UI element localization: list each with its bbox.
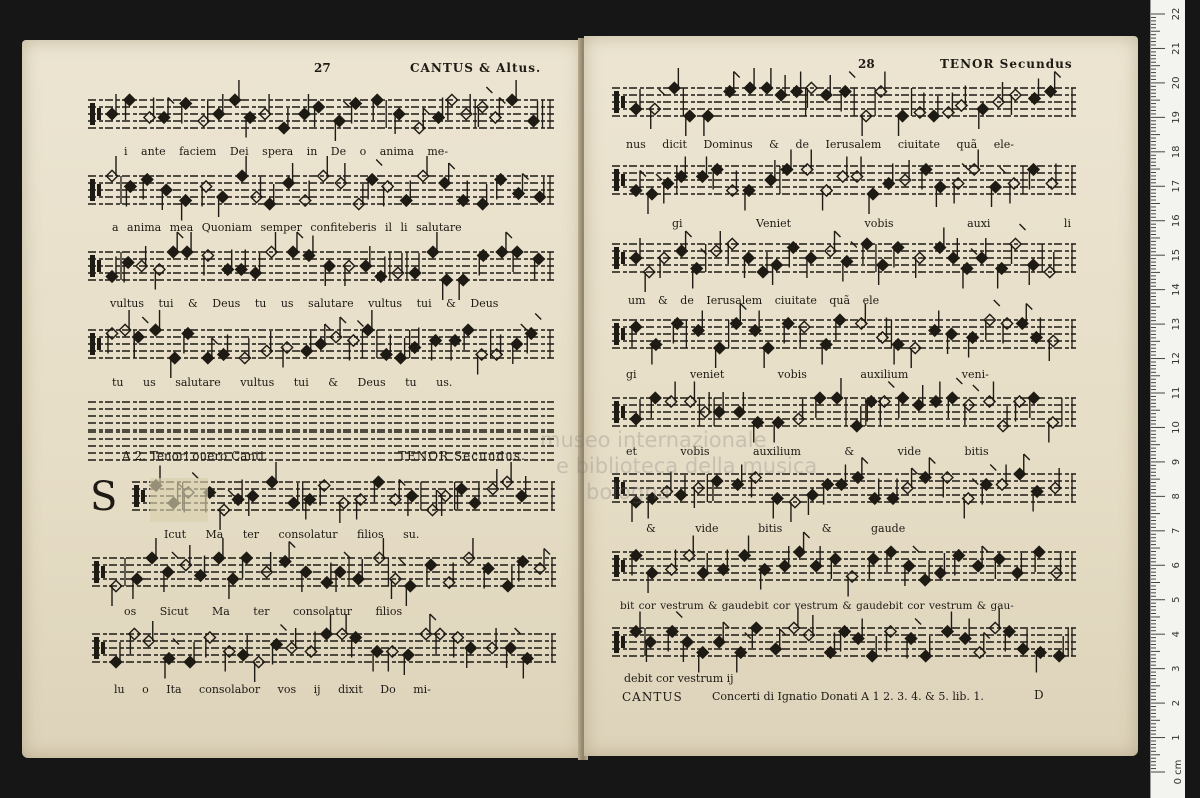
clef-symbol [101,642,105,654]
note-flag [1026,304,1032,310]
clef-symbol [94,561,99,583]
lyric-line: lu o Ita consolabor vos ij dixit Do mi- [114,683,431,696]
clef-symbol [134,485,139,507]
note-flag [862,458,868,464]
section-title: A 2. Tenori ouero Canti. [122,449,268,463]
paper-patch [150,478,208,522]
footer-voice: CANTUS [622,690,683,704]
clef-symbol [621,174,625,186]
lyric-line: & vide bitis & gaude [646,522,906,535]
lyric-line: tu us salutare vultus tui & Deus tu us. [112,376,453,389]
note-flag [990,465,996,471]
clef-symbol [90,179,95,201]
note-flag [915,619,921,625]
lyric-line: bit cor vestrum & gaudebit cor vestrum & gaudebit cor vestrum & gau- [620,600,1014,612]
left-page-header: CANTUS & Altus. [410,61,542,75]
note-flag [544,549,550,555]
note-flag [172,552,178,558]
clef-symbol [621,406,625,418]
clef-symbol [614,91,619,113]
signature-mark: D [1034,688,1044,702]
note-flag [376,160,382,166]
section-voice: TENOR Secundus. [398,449,526,463]
ruler-label: 13 [1171,317,1182,331]
clef-symbol [614,323,619,345]
ruler-label: 18 [1171,145,1182,159]
note-flag [344,552,350,558]
note-flag [289,542,295,548]
note-flag [343,101,349,107]
clef-symbol [621,96,625,108]
ruler-label: 15 [1171,248,1182,262]
right-page-header: TENOR Secundus [940,57,1073,71]
note-flag [228,490,234,496]
ruler-label: 7 [1171,527,1182,535]
ruler-label: 11 [1171,386,1182,400]
watermark-line: e biblioteca della musica [556,454,818,478]
note-flag [1055,72,1061,78]
clef-symbol [614,247,619,269]
ruler-label: 14 [1171,283,1182,297]
clef-symbol [614,169,619,191]
clef-symbol [90,103,95,125]
note-flag [780,629,786,635]
lyric-line: gi Veniet vobis auxi li [672,217,1071,230]
note-flag [982,546,988,552]
clef-symbol [97,338,101,350]
ruler-label: 9 [1171,458,1182,466]
note-flag [912,468,918,474]
note-flag [486,87,492,93]
note-flag [142,317,148,323]
note-flag [423,108,429,114]
left-page-number: 27 [314,61,331,75]
ruler-label: 21 [1171,42,1182,55]
note-flag [888,382,894,388]
lyric-line: nus dicit Dominus & de Ierusalem ciuitate quã ele- [626,138,1014,151]
note-flag [973,385,979,391]
clef-symbol [614,401,619,423]
lyric-line: et vobis auxilium & vide bitis [626,445,989,458]
ruler-label: 6 [1171,562,1182,569]
ruler-label: 1 [1171,734,1182,741]
note-flag [521,324,527,330]
clef-symbol [621,252,625,264]
clef-symbol [621,328,625,340]
clef-symbol [94,637,99,659]
lyric-line: i ante faciem Dei spera in De o anima me- [124,145,449,158]
ruler-label: 2 [1171,699,1182,707]
note-flag [994,300,1000,306]
decorated-initial: S [90,474,118,520]
note-flag [515,628,521,634]
ruler-label: 4 [1171,630,1182,638]
ruler-label: 17 [1171,179,1182,193]
clef-symbol [97,260,101,272]
lyric-line: gi veniet vobis auxilium veni- [626,368,989,381]
note-flag [723,622,729,628]
lyric-line: debit cor vestrum ij [624,672,734,685]
note-flag [929,458,935,464]
ruler-label: 10 [1171,421,1182,434]
note-flag [835,231,841,237]
note-flag [449,163,455,169]
note-flag [506,232,512,238]
note-flag [849,72,855,78]
ruler-unit-label: 0 cm [1173,759,1184,785]
note-flag [734,72,740,78]
note-flag [325,324,331,330]
ruler-label: 12 [1171,352,1182,365]
lyric-line: a anima mea Quoniam semper confiteberis il li salutare [112,221,462,234]
clef-symbol [90,255,95,277]
ruler-label: 8 [1171,493,1182,500]
ruler-label: 16 [1171,214,1182,228]
note-flag [340,317,346,323]
clef-symbol [621,636,625,648]
note-flag [686,231,692,237]
clef-symbol [621,560,625,572]
ruler-label: 3 [1171,665,1182,672]
note-flag [1000,167,1006,173]
right-page-number: 28 [858,57,875,71]
note-flag [913,546,919,552]
footer-title: Concerti di Ignatio Donati A 1 2. 3. 4. & 5. lib. 1. [712,690,984,703]
clef-symbol [97,184,101,196]
note-flag [192,473,198,479]
clef-symbol [614,555,619,577]
note-flag [281,625,287,631]
clef-symbol [97,108,101,120]
clef-symbol [101,566,105,578]
note-flag [399,559,405,565]
clef-symbol [141,490,145,502]
lyric-line: vultus tui & Deus tu us salutare vultus tui & Deus [110,297,499,310]
note-flag [676,612,682,618]
note-flag [659,89,665,95]
lyric-line: Icut Ma ter consolatur filios su. [164,528,420,541]
note-flag [357,321,363,327]
note-flag [212,338,218,344]
note-flag [1024,454,1030,460]
ruler-label: 22 [1171,7,1182,21]
lyric-line: os Sicut Ma ter consolatur filios [124,605,403,618]
note-flag [656,174,662,180]
ruler-label: 20 [1171,76,1182,90]
scale-ruler [1150,0,1185,798]
ruler-label: 5 [1171,596,1182,603]
note-flag [535,314,541,320]
watermark-line: bologna [586,480,671,504]
lyric-line: um & de Ierusalem ciuitate quã ele [628,294,880,307]
ruler-label: 19 [1171,110,1182,124]
clef-symbol [614,631,619,653]
clef-symbol [90,333,95,355]
watermark-line: museo internazionale [540,428,767,452]
note-flag [430,614,436,620]
